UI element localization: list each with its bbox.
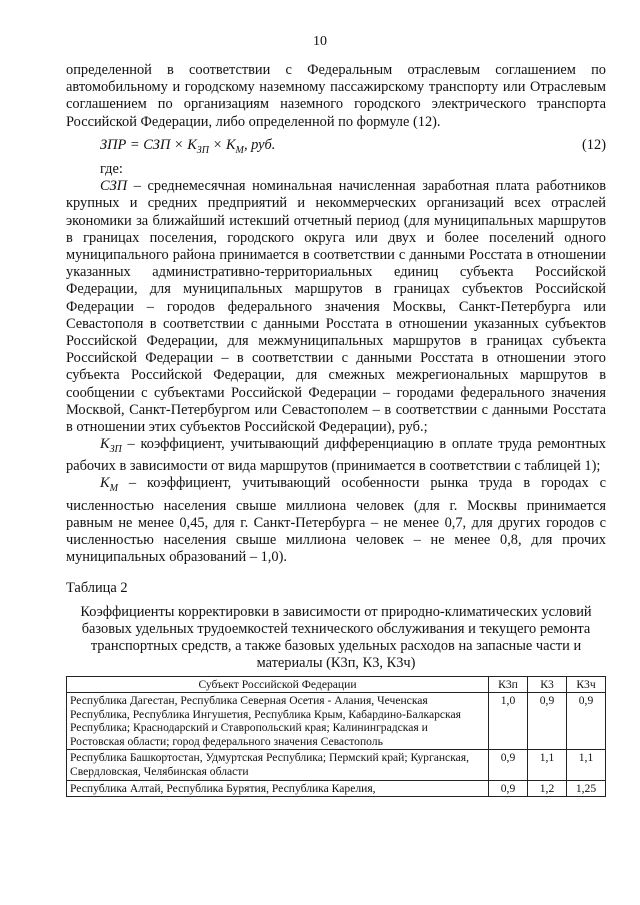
header-k3ch: К3ч [567, 676, 606, 693]
cell-k3: 0,9 [528, 693, 567, 750]
cell-k3p: 0,9 [489, 750, 528, 780]
cell-subject: Республика Дагестан, Республика Северная Осетия - Алания, Чеченская Республика, Республика Ингушетия, Республика Крым, Кабардино-Балкарская Республика; Краснодарский и Ставропольский края; Калининградская и Ростовская области; город федерального значения Севастополь [67, 693, 489, 750]
table-row [67, 780, 606, 797]
cell-k3ch: 1,25 [567, 780, 606, 797]
table-caption: Таблица 2 [66, 580, 128, 597]
table-header-row [67, 676, 606, 693]
definition-szp: СЗП – среднемесячная номинальная начисленная заработная плата работников крупных и средних предприятий и некоммерческих организаций всех отраслей экономики за ближайший истекший отчетный период (для муниципальных маршрутов в границах поселения, городского округа или двух и более поселений одного муниципального района принимается в соответствии с данными Росстата в отношении указанных административно-территориальных единиц субъекта Российской Федерации, для муниципальных маршрутов в границах субъектов Российской Федерации – городов федерального значения Москвы, Санкт-Петербурга или Севастополя в соответствии с данными Росстата в отношении указанных субъектов Российской Федерации, для межмуниципальных маршрутов в границах субъекта Российской Федерации – в соответствии с данными Росстата в отношении этого субъекта Российской Федерации, для смежных межрегиональных маршрутов в сообщении с субъектами Российской Федерации – городами федерального значения Москвой, Санкт-Петербургом или Севастополем – в соответствии с данными Росстата в отношении этих субъектов Российской Федерации), руб.; [66, 178, 606, 435]
where-label: где: [100, 160, 123, 177]
formula-12 [66, 137, 606, 159]
header-subject: Субъект Российской Федерации [67, 676, 489, 693]
cell-k3ch: 0,9 [567, 693, 606, 750]
cell-k3: 1,1 [528, 750, 567, 780]
table-title: Коэффициенты корректировки в зависимости от природно-климатических условий базовых удельных трудоемкостей технического обслуживания и текущего ремонта транспортных средств, а также базовых удельных расходов на запасные части и материалы (К3п, К3, К3ч) [80, 603, 592, 671]
cell-subject: Республика Башкортостан, Удмуртская Республика; Пермский край; Курганская, Свердловская, Челябинская области [67, 750, 489, 780]
formula-expression: ЗПР = СЗП × $К_{ЗП} \times К_М$, руб. [100, 136, 276, 156]
header-k3p: К3п [489, 676, 528, 693]
cell-subject: Республика Алтай, Республика Бурятия, Республика Карелия, [67, 780, 489, 797]
formula-number: (12) [582, 136, 606, 153]
document-body [66, 62, 606, 797]
definition-km: $К_М$ – коэффициент, учитывающий особенности рынка труда в городах с численностью населения свыше миллиона человек (для г. Москвы принимается равным не менее 0,45, для г. Санкт-Петербурга – не менее 0,7, для других городов с численностью населения свыше миллиона человек – не менее 0,8, для прочих муниципальных образований – 1,0). [66, 475, 606, 566]
cell-k3p: 0,9 [489, 780, 528, 797]
intro-paragraph: определенной в соответствии с Федеральным отраслевым соглашением по автомобильному и городскому наземному пассажирскому транспорту или Отраслевым соглашением по организациям наземного городского электрического транспорта Российской Федерации, либо определенной по формуле (12). [66, 62, 606, 130]
header-k3: К3 [528, 676, 567, 693]
coefficients-table [66, 676, 606, 798]
table-row [67, 750, 606, 780]
table-row [67, 693, 606, 750]
cell-k3ch: 1,1 [567, 750, 606, 780]
cell-k3p: 1,0 [489, 693, 528, 750]
definition-kzp: $К_{ЗП}$ – коэффициент, учитывающий дифференциацию в оплате труда ремонтных рабочих в зависимости от вида маршрутов (принимается в соответствии с таблицей 1); [66, 436, 606, 475]
cell-k3: 1,2 [528, 780, 567, 797]
page-number: 10 [313, 34, 327, 49]
